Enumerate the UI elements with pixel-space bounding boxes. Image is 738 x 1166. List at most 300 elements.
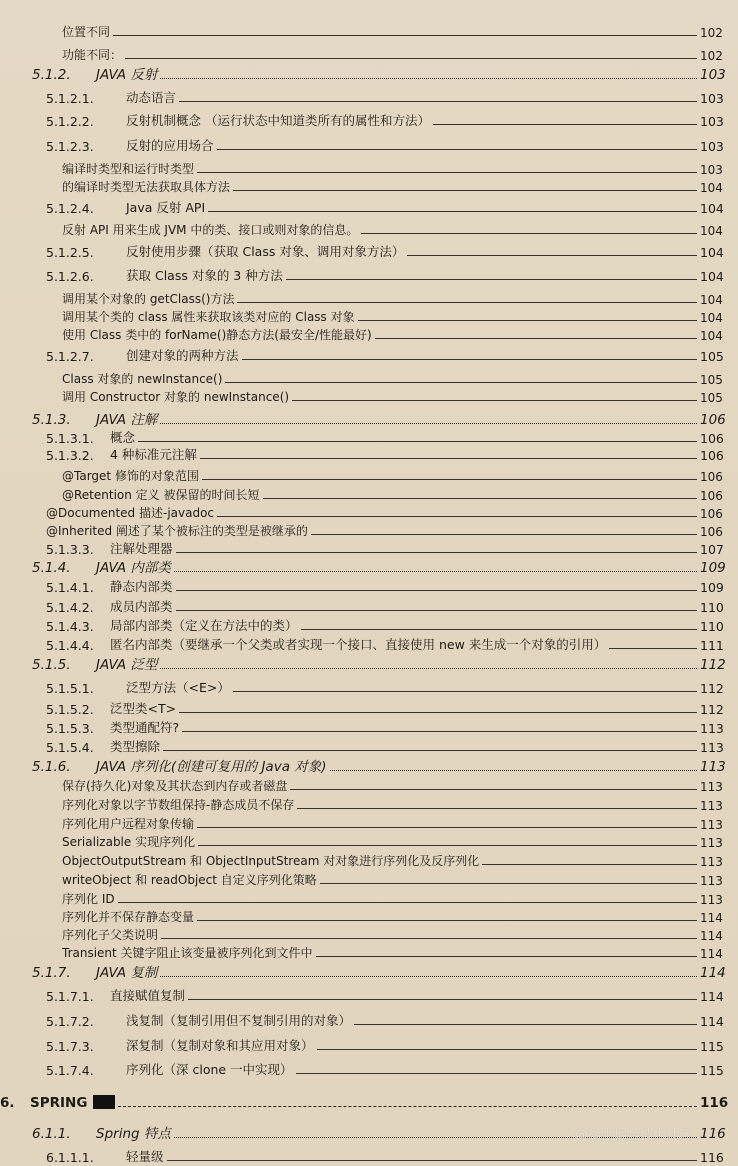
- toc-entry-title: [62, 370, 222, 387]
- leader-line: [297, 808, 697, 809]
- toc-entry-title: [62, 178, 230, 195]
- toc-entry-number: 5.1.2.7.: [46, 349, 94, 364]
- leader-line: [208, 211, 697, 212]
- toc-entry[interactable]: [0, 410, 738, 428]
- toc-entry-page-number: 113: [700, 721, 724, 736]
- toc-entry[interactable]: [0, 757, 738, 775]
- toc-entry-page-number: 113: [700, 874, 723, 888]
- toc-entry[interactable]: [0, 485, 738, 503]
- toc-entry[interactable]: [0, 558, 738, 576]
- leader-line: [361, 233, 697, 234]
- toc-entry-number: 5.1.4.: [32, 560, 71, 576]
- leader-line: [296, 1073, 697, 1074]
- leader-line: [320, 883, 697, 884]
- leader-line: [182, 731, 697, 732]
- toc-entry-page-number: 114: [700, 965, 726, 981]
- toc-entry[interactable]: [0, 65, 738, 83]
- leader-line: [301, 629, 697, 630]
- toc-entry-title: [96, 653, 157, 673]
- toc-entry-title: [96, 63, 157, 83]
- toc-entry-title-text: 浅复制（复制引用但不复制引用的对象）: [126, 1013, 352, 1028]
- toc-entry-title-text: 序列化 ID: [62, 892, 115, 906]
- toc-entry-page-number: 104: [700, 201, 724, 216]
- toc-entry-page-number: 114: [700, 929, 723, 943]
- toc-entry-title: [62, 871, 317, 888]
- toc-entry-title-text: @Inherited 阐述了某个被标注的类型是被继承的: [46, 524, 308, 538]
- leader-line: [197, 827, 697, 828]
- toc-entry-number: 5.1.2.1.: [46, 91, 94, 106]
- toc-entry-title-text: Serializable 实现序列化: [62, 835, 196, 849]
- toc-entry-title-text: 概念: [110, 430, 136, 445]
- toc-entry-title-text: 反射的应用场合: [126, 138, 214, 153]
- toc-entry-title: [62, 777, 287, 794]
- toc-entry-title-text: 静态内部类: [110, 579, 173, 594]
- toc-entry-title-text: 深复制（复制对象和其应用对象）: [126, 1038, 314, 1053]
- toc-entry-page-number: 103: [700, 163, 723, 177]
- toc-entry-title: [126, 678, 230, 696]
- leader-line: [217, 149, 697, 150]
- leader-line: [163, 750, 697, 751]
- toc-entry-title-text: 的编译时类型无法获取具体方法: [62, 180, 231, 194]
- toc-entry-title: [110, 737, 160, 755]
- toc-entry-page-number: 104: [700, 311, 723, 325]
- toc-entry-title: [110, 597, 173, 615]
- leader-line: [290, 789, 697, 790]
- toc-entry-title-text: 反射使用步骤（获取 Class 对象、调用对象方法）: [126, 244, 405, 259]
- toc-entry-title-text: 轻量级: [126, 1149, 164, 1164]
- toc-entry-title: [62, 486, 260, 503]
- toc-entry-number: 5.1.5.2.: [46, 702, 94, 717]
- toc-entry-title-text: 序列化对象以字节数组保持-静态成员不保存: [62, 798, 295, 812]
- toc-entry-title: [62, 852, 479, 869]
- toc-entry-title: [62, 467, 199, 484]
- toc-entry-title-text: 反射 API 用来生成 JVM 中的类、接口或则对象的信息。: [62, 223, 359, 237]
- leader-line: [125, 58, 697, 59]
- toc-entry-page-number: 116: [700, 1126, 726, 1142]
- toc-entry-page-number: 106: [700, 431, 724, 446]
- toc-entry-number: 5.1.3.: [32, 412, 71, 428]
- toc-entry-title-text: 功能不同：: [62, 48, 123, 62]
- leader-line: [233, 190, 697, 191]
- toc-entry-title: [126, 136, 214, 154]
- toc-entry-number: 5.1.6.: [32, 759, 71, 775]
- toc-entry-title: [62, 890, 115, 907]
- toc-entry-title-text: 动态语言: [126, 90, 177, 105]
- toc-entry-page-number: 105: [700, 391, 723, 405]
- toc-entry-title-text: 保存(持久化)对象及其状态到内存或者磁盘: [62, 779, 288, 793]
- toc-entry-title-text: 调用某个类的 class 属性来获取该类对应的 Class 对象: [62, 310, 355, 324]
- leader-line: [174, 1137, 697, 1138]
- toc-entry[interactable]: [0, 1011, 738, 1029]
- leader-line: [200, 458, 697, 459]
- toc-entry-title-text: 序列化（深 clone 一中实现）: [126, 1062, 293, 1077]
- toc-entry[interactable]: [0, 943, 738, 961]
- toc-entry-page-number: 113: [700, 836, 723, 850]
- toc-entry-title-text: JAVA 泛型: [96, 657, 158, 673]
- toc-entry-title: [110, 445, 197, 463]
- toc-entry[interactable]: [0, 1124, 738, 1142]
- toc-entry-number: 5.1.2.4.: [46, 201, 94, 216]
- toc-entry-page-number: 104: [700, 181, 723, 195]
- toc-entry-title-text: 反射机制概念 （运行状态中知道类所有的属性和方法）: [126, 113, 430, 128]
- leader-line: [161, 938, 697, 939]
- toc-entry-title: [96, 408, 157, 428]
- toc-entry-title: [62, 23, 110, 40]
- toc-entry-number: 5.1.2.: [32, 67, 71, 83]
- toc-entry-title: [110, 428, 135, 446]
- toc-entry-title: [62, 926, 158, 943]
- toc-entry-title-text: JAVA 复制: [96, 965, 158, 981]
- toc-entry-page-number: 106: [700, 525, 723, 539]
- toc-entry-page-number: 112: [700, 702, 724, 717]
- toc-entry[interactable]: [0, 655, 738, 673]
- toc-entry-title-text: writeObject 和 readObject 自定义序列化策略: [62, 873, 317, 887]
- toc-entry-title: [126, 1036, 314, 1054]
- toc-entry-page-number: 112: [700, 657, 726, 673]
- leader-line: [233, 691, 697, 692]
- toc-entry[interactable]: [0, 635, 738, 653]
- toc-entry-title: [126, 198, 205, 216]
- toc-entry-number: 5.1.7.2.: [46, 1014, 94, 1029]
- toc-entry[interactable]: [0, 289, 738, 307]
- toc-entry-title: [62, 833, 195, 850]
- toc-entry[interactable]: [0, 220, 738, 238]
- toc-entry-title-text: 局部内部类（定义在方法中的类）: [110, 618, 298, 633]
- toc-entry[interactable]: [0, 718, 738, 736]
- toc-entry-number: 5.1.2.5.: [46, 245, 94, 260]
- leader-line: [188, 999, 697, 1000]
- toc-entry-title: [110, 718, 179, 736]
- toc-entry[interactable]: [0, 795, 738, 813]
- toc-entry[interactable]: [0, 466, 738, 484]
- toc-entry-page-number: 103: [700, 91, 724, 106]
- leader-line: [433, 124, 697, 125]
- leader-line: [160, 668, 697, 669]
- toc-entry[interactable]: [0, 851, 738, 869]
- toc-entry-number: 5.1.4.3.: [46, 619, 94, 634]
- toc-entry-title-text: 类型通配符?: [110, 720, 180, 735]
- toc-entry-page-number: 109: [700, 580, 724, 595]
- toc-entry-title: [126, 266, 283, 284]
- toc-entry[interactable]: [0, 870, 738, 888]
- toc-entry-title-text: 位置不同: [62, 25, 111, 39]
- toc-entry-title-text: 序列化用户远程对象传输: [62, 817, 195, 831]
- toc-entry[interactable]: [0, 369, 738, 387]
- toc-entry-number: 5.1.3.3.: [46, 542, 94, 557]
- toc-entry[interactable]: [0, 111, 738, 129]
- toc-entry-number: 5.1.5.4.: [46, 740, 94, 755]
- toc-entry-page-number: 109: [700, 560, 726, 576]
- redaction-block: [93, 1095, 115, 1109]
- leader-line: [217, 516, 697, 517]
- toc-entry-title-text: 创建对象的两种方法: [126, 348, 239, 363]
- toc-entry-page-number: 105: [700, 373, 723, 387]
- leader-line: [179, 712, 697, 713]
- toc-entry-number: 5.1.7.1.: [46, 989, 94, 1004]
- toc-entry-title: [62, 944, 313, 961]
- leader-line: [176, 552, 697, 553]
- toc-entry-number: 6.: [0, 1095, 15, 1111]
- toc-entry-page-number: 110: [700, 600, 724, 615]
- toc-entry[interactable]: [0, 22, 738, 40]
- toc-entry-page-number: 107: [700, 542, 724, 557]
- leader-line: [317, 1049, 697, 1050]
- toc-entry-title-text: @Target 修饰的对象范围: [62, 469, 199, 483]
- leader-line: [263, 498, 698, 499]
- toc-entry-page-number: 111: [700, 638, 724, 653]
- toc-entry-title-text: SPRING: [30, 1095, 88, 1111]
- toc-entry-page-number: 114: [700, 947, 723, 961]
- toc-entry[interactable]: [0, 737, 738, 755]
- leader-line: [407, 255, 697, 256]
- toc-entry[interactable]: [0, 242, 738, 260]
- toc-entry-title: [126, 1011, 351, 1029]
- toc-entry-page-number: 104: [700, 269, 724, 284]
- toc-entry-title: [126, 1147, 164, 1165]
- toc-entry-page-number: 113: [700, 759, 726, 775]
- toc-entry-title: [62, 908, 194, 925]
- toc-entry-page-number: 116: [700, 1150, 724, 1165]
- toc-entry-title-text: 泛型方法（<E>）: [126, 680, 230, 695]
- toc-entry-title-text: 成员内部类: [110, 599, 173, 614]
- toc-entry[interactable]: [0, 307, 738, 325]
- toc-entry-title: [96, 961, 157, 981]
- leader-line: [225, 382, 697, 383]
- toc-entry[interactable]: [0, 776, 738, 794]
- leader-line: [138, 441, 697, 442]
- toc-entry-title-text: 编译时类型和运行时类型: [62, 162, 195, 176]
- toc-entry[interactable]: [0, 325, 738, 343]
- toc-entry[interactable]: [0, 428, 738, 446]
- toc-entry-page-number: 115: [700, 1063, 724, 1078]
- toc-entry-title-text: 4 种标准元注解: [110, 447, 197, 462]
- toc-entry-title: [46, 522, 308, 539]
- toc-entry[interactable]: [0, 963, 738, 981]
- toc-entry-number: 6.1.1.1.: [46, 1150, 94, 1165]
- toc-entry-page-number: 113: [700, 780, 723, 794]
- toc-entry-title: [126, 1060, 293, 1078]
- toc-entry[interactable]: [0, 136, 738, 154]
- toc-entry-page-number: 106: [700, 507, 723, 521]
- toc-entry-page-number: 106: [700, 412, 726, 428]
- leader-line: [176, 590, 697, 591]
- leader-line: [113, 35, 697, 36]
- leader-line: [354, 1024, 697, 1025]
- toc-entry-page-number: 104: [700, 293, 723, 307]
- toc-entry[interactable]: [0, 346, 738, 364]
- toc-entry-page-number: 104: [700, 245, 724, 260]
- toc-entry-page-number: 103: [700, 67, 726, 83]
- toc-entry-title: [46, 504, 214, 521]
- toc-entry-page-number: 104: [700, 224, 723, 238]
- toc-entry[interactable]: [0, 678, 738, 696]
- toc-entry-page-number: 113: [700, 799, 723, 813]
- toc-entry-number: 5.1.7.: [32, 965, 71, 981]
- leader-line: [160, 976, 697, 977]
- toc-entry-title: [110, 635, 606, 653]
- toc-entry-number: 5.1.3.1.: [46, 431, 94, 446]
- toc-entry[interactable]: [0, 832, 738, 850]
- toc-entry-title-text: Transient 关键字阻止该变量被序列化到文件中: [62, 946, 313, 960]
- leader-line: [197, 172, 697, 173]
- leader-line: [167, 1160, 697, 1161]
- toc-entry-title: [126, 346, 239, 364]
- toc-entry-title-text: Spring 特点: [96, 1126, 171, 1142]
- toc-entry-title-text: 泛型类<T>: [110, 701, 177, 716]
- leader-line: [316, 956, 697, 957]
- toc-entry[interactable]: [0, 577, 738, 595]
- leader-line: [176, 610, 697, 611]
- toc-entry[interactable]: [0, 1036, 738, 1054]
- toc-entry-page-number: 106: [700, 470, 723, 484]
- leader-line: [202, 479, 697, 480]
- toc-entry-number: 5.1.2.2.: [46, 114, 94, 129]
- toc-entry[interactable]: [0, 925, 738, 943]
- toc-entry[interactable]: [0, 1147, 738, 1165]
- toc-entry-title: [126, 111, 430, 129]
- leader-line: [375, 338, 697, 339]
- toc-entry-page-number: 105: [700, 349, 724, 364]
- toc-entry[interactable]: [0, 814, 738, 832]
- leader-line: [482, 864, 697, 865]
- toc-entry-number: 5.1.2.3.: [46, 139, 94, 154]
- toc-entry-title-text: 注解处理器: [110, 541, 173, 556]
- toc-entry-title-text: 直接赋值复制: [110, 988, 186, 1003]
- toc-entry-title: [96, 556, 171, 576]
- toc-entry-title-text: 调用 Constructor 对象的 newInstance(): [62, 390, 290, 404]
- toc-entry-number: 5.1.4.2.: [46, 600, 94, 615]
- toc-entry-page-number: 103: [700, 139, 724, 154]
- toc-entry-title-text: @Documented 描述-javadoc: [46, 506, 215, 520]
- toc-entry-title: [62, 796, 294, 813]
- toc-entry[interactable]: [0, 539, 738, 557]
- toc-entry[interactable]: [0, 1060, 738, 1078]
- toc-entry-page-number: 102: [700, 49, 723, 63]
- toc-entry-title-text: JAVA 反射: [96, 67, 158, 83]
- toc-entry-page-number: 112: [700, 681, 724, 696]
- toc-entry-title: [110, 986, 185, 1004]
- toc-entry[interactable]: [0, 387, 738, 405]
- leader-line: [311, 534, 697, 535]
- leader-line: [286, 279, 697, 280]
- toc-entry-title-text: JAVA 注解: [96, 412, 158, 428]
- toc-entry-title-text: ObjectOutputStream 和 ObjectInputStream 对对象进行序列化及反序列化: [62, 854, 480, 868]
- toc-entry-page-number: 113: [700, 818, 723, 832]
- toc-entry-title: [96, 755, 327, 775]
- toc-entry-title-text: Java 反射 API: [126, 200, 206, 215]
- toc-entry-title-text: 调用某个对象的 getClass()方法: [62, 292, 235, 306]
- leader-line: [198, 845, 697, 846]
- toc-entry[interactable]: [0, 597, 738, 615]
- toc-entry[interactable]: [0, 986, 738, 1004]
- leader-line: [237, 302, 697, 303]
- toc-entry[interactable]: [0, 88, 738, 106]
- toc-entry-title: [62, 46, 122, 63]
- toc-entry-title: [110, 577, 173, 595]
- toc-entry-title: [30, 1095, 115, 1111]
- toc-entry-title-text: 使用 Class 类中的 forName()静态方法(最安全/性能最好): [62, 328, 372, 342]
- toc-entry-page-number: 104: [700, 329, 723, 343]
- toc-entry-number: 5.1.3.2.: [46, 448, 94, 463]
- leader-line: [118, 1106, 697, 1107]
- toc-entry-title: [62, 388, 289, 405]
- toc-entry[interactable]: [0, 521, 738, 539]
- toc-entry-title: [62, 326, 372, 343]
- toc-entry-number: 5.1.7.3.: [46, 1039, 94, 1054]
- toc-entry-title: [96, 1122, 171, 1142]
- toc-entry[interactable]: [0, 616, 738, 634]
- leader-line: [160, 78, 697, 79]
- toc-entry[interactable]: [0, 1093, 738, 1111]
- toc-entry-title-text: 序列化并不保存静态变量: [62, 910, 195, 924]
- leader-line: [242, 359, 697, 360]
- toc-entry[interactable]: [0, 907, 738, 925]
- toc-entry[interactable]: [0, 699, 738, 717]
- toc-entry-page-number: 110: [700, 619, 724, 634]
- leader-line: [292, 400, 697, 401]
- toc-entry-title: [62, 815, 194, 832]
- toc-entry-title-text: 类型擦除: [110, 739, 161, 754]
- leader-line: [197, 920, 697, 921]
- toc-entry[interactable]: [0, 177, 738, 195]
- toc-entry-number: 5.1.4.4.: [46, 638, 94, 653]
- toc-entry-page-number: 103: [700, 114, 724, 129]
- toc-entry-title-text: 序列化子父类说明: [62, 928, 159, 942]
- leader-line: [609, 648, 697, 649]
- toc-entry[interactable]: [0, 198, 738, 216]
- toc-entry-page-number: 116: [700, 1095, 729, 1111]
- toc-entry-title: [62, 221, 358, 238]
- toc-entry-title-text: JAVA 内部类: [96, 560, 171, 576]
- toc-entry-page-number: 115: [700, 1039, 724, 1054]
- leader-line: [330, 770, 697, 771]
- toc-entry-title: [110, 699, 176, 717]
- toc-entry-title: [126, 242, 404, 260]
- toc-entry-title: [126, 88, 176, 106]
- toc-entry-number: 6.1.1.: [32, 1126, 71, 1142]
- leader-line: [358, 320, 697, 321]
- toc-entry[interactable]: [0, 503, 738, 521]
- toc-entry-number: 5.1.5.: [32, 657, 71, 673]
- leader-line: [179, 101, 697, 102]
- toc-entry-page-number: 114: [700, 1014, 724, 1029]
- toc-entry-number: 5.1.2.6.: [46, 269, 94, 284]
- leader-line: [160, 423, 697, 424]
- toc-entry-title: [62, 290, 234, 307]
- toc-entry-title: [110, 539, 173, 557]
- toc-entry[interactable]: [0, 45, 738, 63]
- toc-entry-title-text: 匿名内部类（要继承一个父类或者实现一个接口、直接使用 new 来生成一个对象的引用）: [110, 637, 607, 652]
- toc-entry-title: [62, 160, 194, 177]
- toc-entry[interactable]: [0, 159, 738, 177]
- toc-entry-page-number: 102: [700, 26, 723, 40]
- toc-entry-title: [110, 616, 298, 634]
- toc-entry-number: 5.1.4.1.: [46, 580, 94, 595]
- toc-entry-page-number: 113: [700, 740, 724, 755]
- toc-entry-page-number: 114: [700, 989, 724, 1004]
- toc-entry[interactable]: [0, 445, 738, 463]
- toc-entry-page-number: 106: [700, 489, 723, 503]
- toc-entry-title: [62, 308, 355, 325]
- leader-line: [118, 902, 697, 903]
- toc-entry[interactable]: [0, 266, 738, 284]
- toc-entry-title-text: 获取 Class 对象的 3 种方法: [126, 268, 283, 283]
- toc-entry-page-number: 114: [700, 911, 723, 925]
- toc-entry-page-number: 106: [700, 448, 724, 463]
- toc-entry-number: 5.1.7.4.: [46, 1063, 94, 1078]
- toc-entry[interactable]: [0, 889, 738, 907]
- toc-entry-number: 5.1.5.1.: [46, 681, 94, 696]
